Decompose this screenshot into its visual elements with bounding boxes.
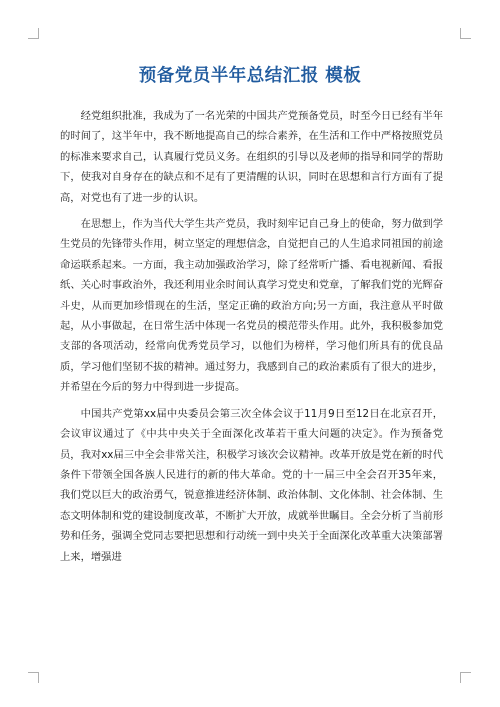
paragraph-3: 中国共产党第xx届中央委员会第三次全体会议于11月9日至12日在北京召开，会议审议通过了《中共中央关于全面深化改革若干重大问题的决定》。作为预备党员，我对xx届三中全会非常关注，积极学习该次会议精神。改革开放是党在新的时代条件下带领全国各族人民进行的新的伟大革命。党的十一届三中全会召开35年来，我们党以巨大的政治勇气，锐意推进经济体制、政治体制、文化体制、社会体制、生态文明体制和党的建设制度改革，不断扩大开放，成就举世瞩目。全会分析了当前形势和任务，强调全党同志要把思想和行动统一到中央关于全面深化改革重大决策部署上来，增强进 (60, 407, 443, 563)
crop-mark-top-right (460, 28, 471, 39)
paragraph-2: 在思想上，作为当代大学生共产党员，我时刻牢记自己身上的使命，努力做到学生党员的先锋带头作用，树立坚定的理想信念，自觉把自己的人生追求同祖国的前途命运联系起来。一方面，我主动加强政治学习，除了经常听广播、看电视新闻、看报纸、关心时事政治外，我还利用业余时间认真学习党史和党章，了解我们党的光辉奋斗史，从而更加珍惜现在的生活，坚定正确的政治方向;另一方面，我注意从平时做起，从小事做起，在日常生活中体现一名党员的模范带头作用。此外，我积极参加党支部的各项活动，经常向优秀党员学习，以他们为榜样，学习他们所具有的优良品质，学习他们坚韧不拔的精神。通过努力，我感到自己的政治素质有了很大的进步，并希望在今后的努力中得到进一步提高。 (60, 218, 443, 394)
crop-mark-bottom-right (460, 672, 471, 683)
crop-mark-top-left (28, 28, 39, 39)
document-body (60, 106, 443, 573)
crop-mark-bottom-left (28, 672, 39, 683)
paragraph-1: 经党组织批准，我成为了一名光荣的中国共产党预备党员，时至今日已经有半年的时间了，这半年中，我不断地提高自己的综合素养，在生活和工作中严格按照党员的标准来要求自己，认真履行党员义务。在组织的引导以及老师的指导和同学的帮助下，使我对自身存在的缺点和不足有了更清醒的认识，同时在思想和言行方面有了提高，对党也有了进一步的认识。 (60, 110, 443, 204)
document-title: 预备党员半年总结汇报 模板 (138, 66, 362, 86)
